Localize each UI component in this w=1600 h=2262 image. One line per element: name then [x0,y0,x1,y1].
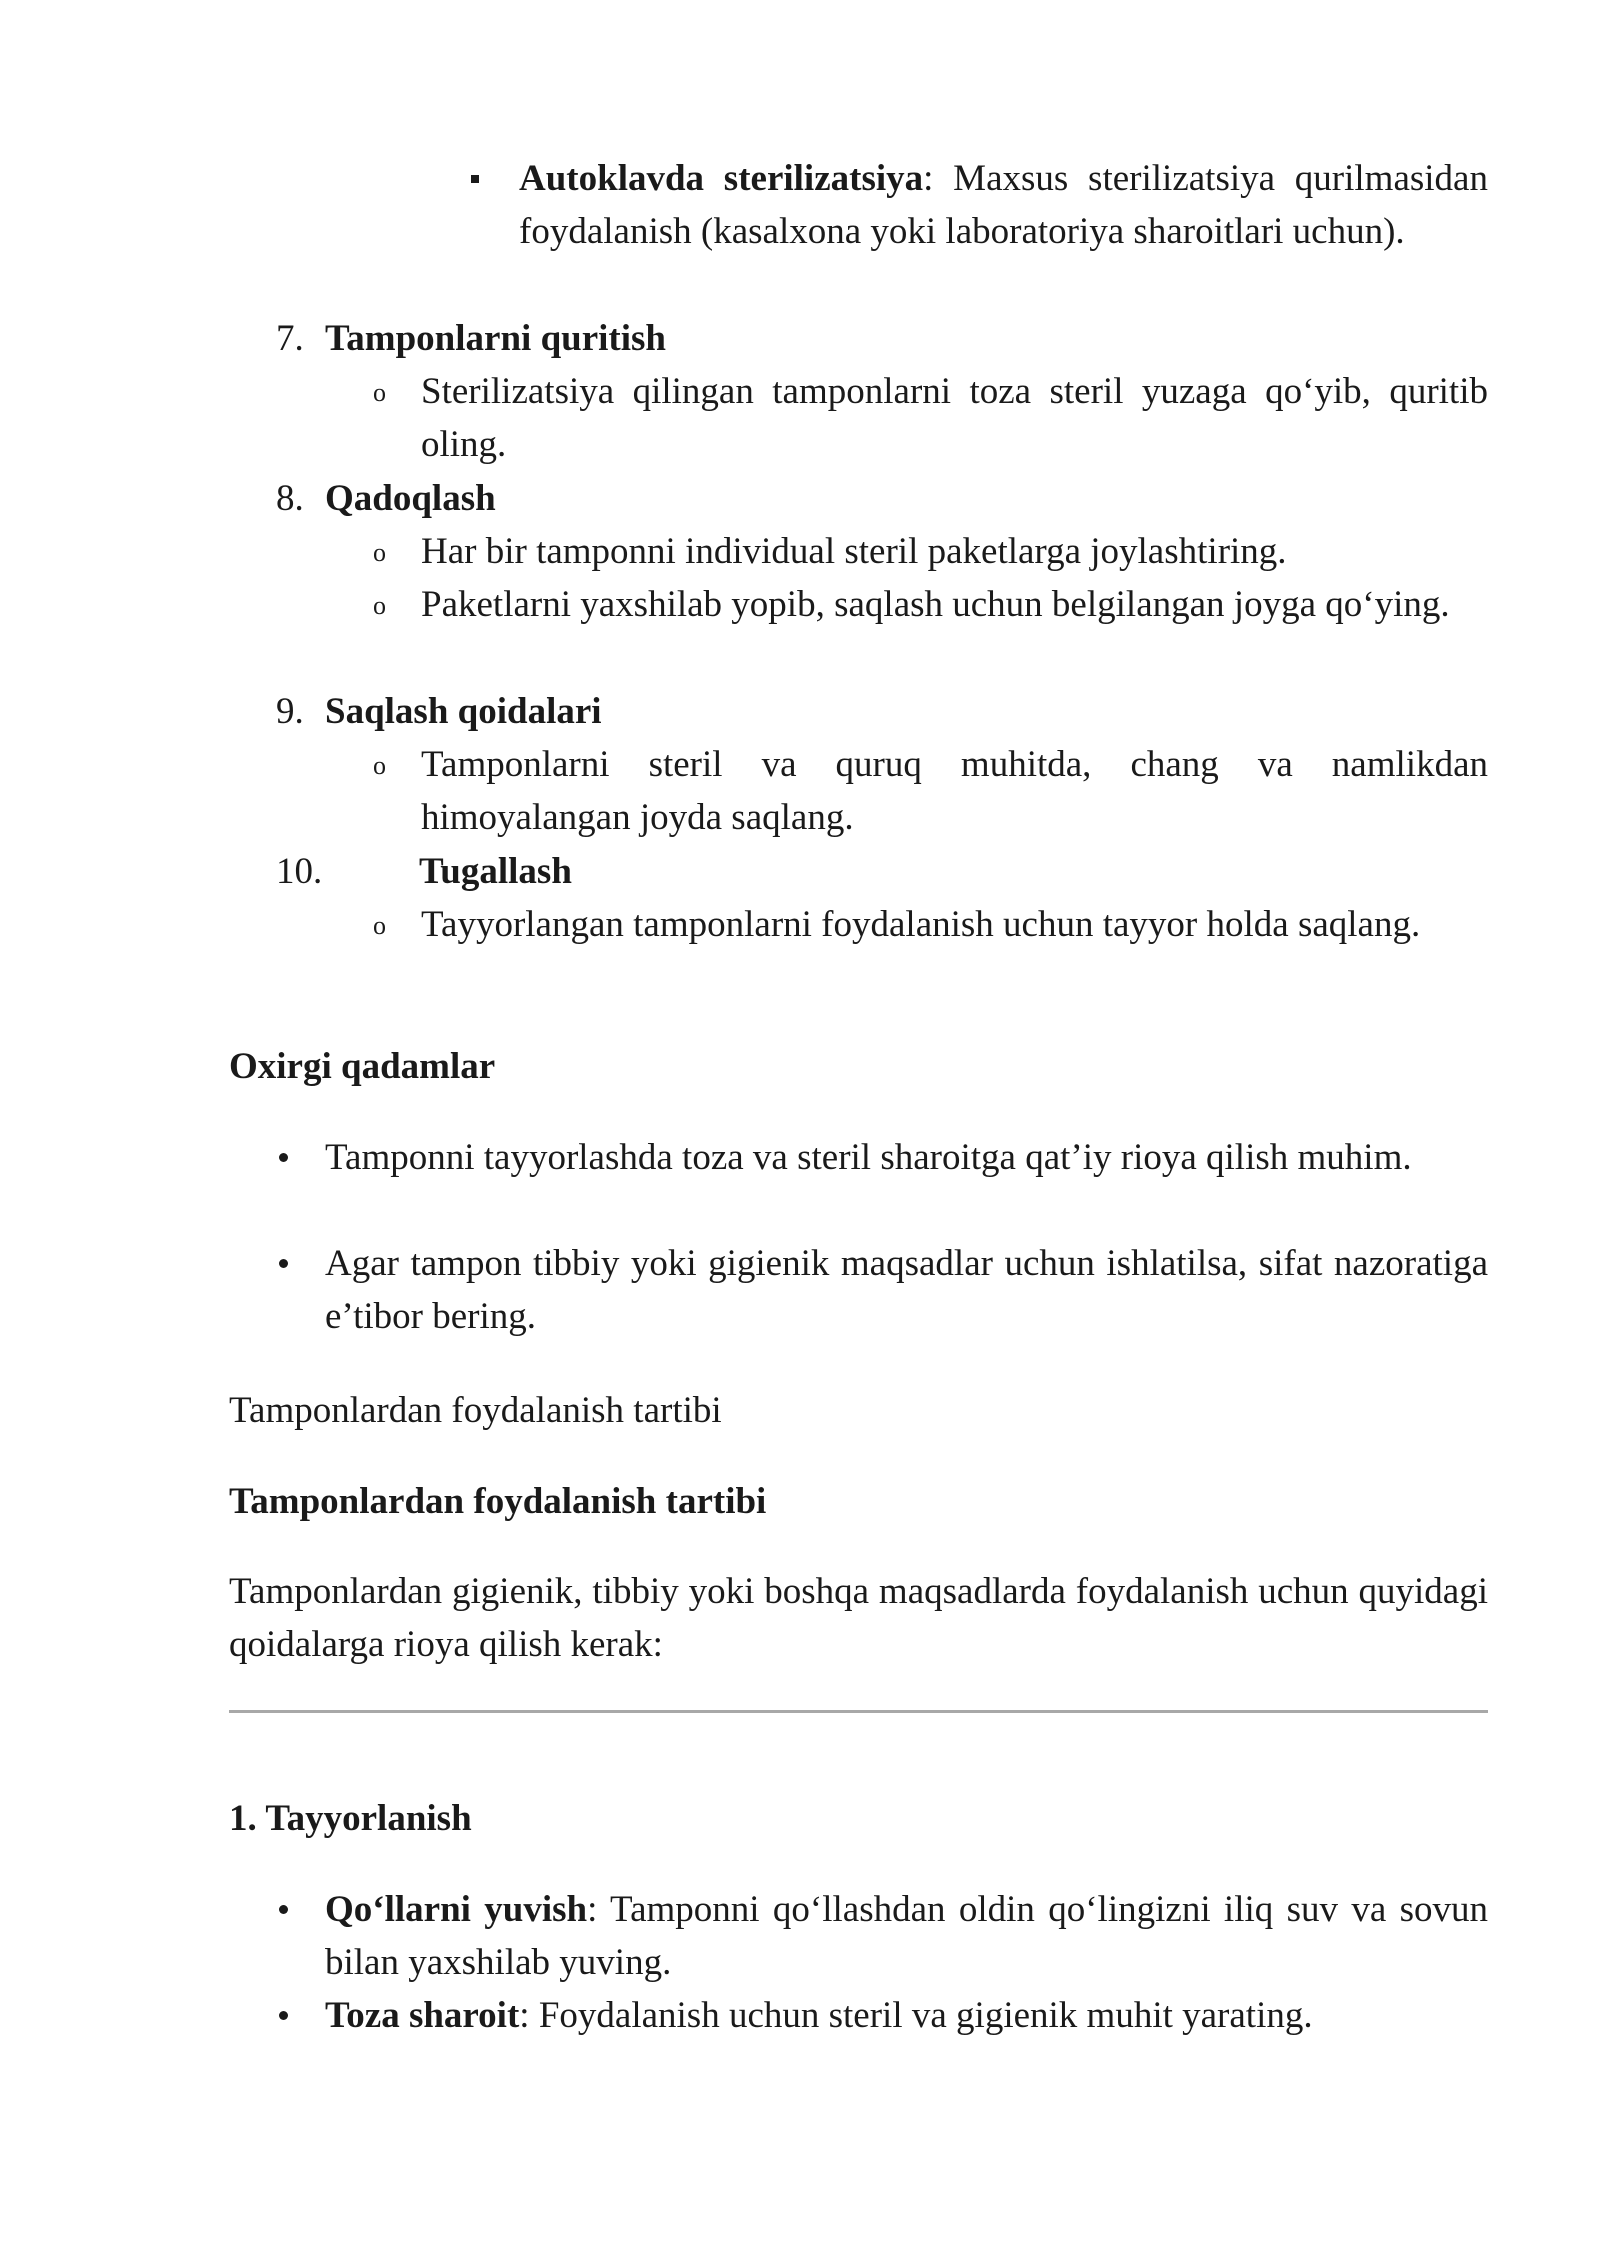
step-title-text: Qadoqlash [325,478,496,519]
list-item [325,1883,1488,1989]
step-title [325,685,602,738]
circle-bullet-icon: o [373,591,386,620]
section-heading-text: Oxirgi qadamlar [229,1046,496,1087]
step-item: Tayyorlangan tamponlarni foydalanish uchun tayyor holda saqlang. [421,904,1421,945]
bold-title [229,1475,766,1528]
list-item-description: : Foydalanish uchun steril va gigienik muhit yarating. [519,1995,1313,2036]
step-item: Har bir tamponni individual steril paketlarga joylashtiring. [421,531,1287,572]
circle-bullet-icon: o [373,911,386,940]
bullet-dot-icon [279,2011,288,2020]
bold-title-text: Tamponlardan foydalanish tartibi [229,1481,767,1522]
step-title [325,472,496,525]
step-number: 8. [276,478,304,519]
step-item: Paketlarni yaxshilab yopib, saqlash uchun belgilangan joyga qo‘ying. [421,584,1450,625]
bullet-dot-icon [279,1905,288,1914]
autoclave-paragraph [519,152,1488,258]
square-bullet-icon [471,175,479,183]
step-title-text: Tugallash [419,851,572,892]
list-item: Agar tampon tibbiy yoki gigienik maqsadlar uchun ishlatilsa, sifat nazoratiga e’tibor bering. [325,1243,1488,1337]
list-item-term: Toza sharoit [325,1995,520,2036]
list-item: Tamponni tayyorlashda toza va steril sharoitga qat’iy rioya qilish muhim. [325,1137,1412,1178]
step-number: 7. [276,318,304,359]
circle-bullet-icon: o [373,751,386,780]
section-heading [229,1792,472,1845]
circle-bullet-icon: o [373,378,386,407]
bullet-dot-icon [279,1259,288,1268]
circle-bullet-icon: o [373,538,386,567]
bullet-dot-icon [279,1153,288,1162]
step-number: 10. [276,851,323,892]
list-item [325,1989,1488,2042]
list-item-term: Qo‘llarni yuvish [325,1889,588,1930]
step-title [419,845,572,898]
step-number: 9. [276,691,304,732]
step-title [325,312,666,365]
list-item-description: : Tamponni qo‘llashdan oldin qo‘lingizni iliq suv va sovun bilan yaxshilab yuving. [325,1889,1488,1983]
horizontal-divider [229,1710,1488,1713]
step-item: Tamponlarni steril va quruq muhitda, chang va namlikdan himoyalangan joyda saqlang. [421,744,1488,838]
section-heading-text: 1. Tayyorlanish [229,1798,472,1839]
section-heading [229,1040,495,1093]
autoclave-term: Autoklavda sterilizatsiya [519,158,924,199]
step-title-text: Saqlash qoidalari [325,691,602,732]
intro-paragraph: Tamponlardan gigienik, tibbiy yoki boshqa maqsadlarda foydalanish uchun quyidagi qoidalarga rioya qilish kerak: [229,1571,1488,1665]
step-item: Sterilizatsiya qilingan tamponlarni toza steril yuzaga qo‘yib, quritib oling. [421,371,1488,465]
autoclave-description: : Maxsus sterilizatsiya qurilmasidan foydalanish (kasalxona yoki laboratoriya sharoitlari uchun). [519,158,1488,252]
step-title-text: Tamponlarni quritish [325,318,667,359]
plain-title: Tamponlardan foydalanish tartibi [229,1390,722,1431]
